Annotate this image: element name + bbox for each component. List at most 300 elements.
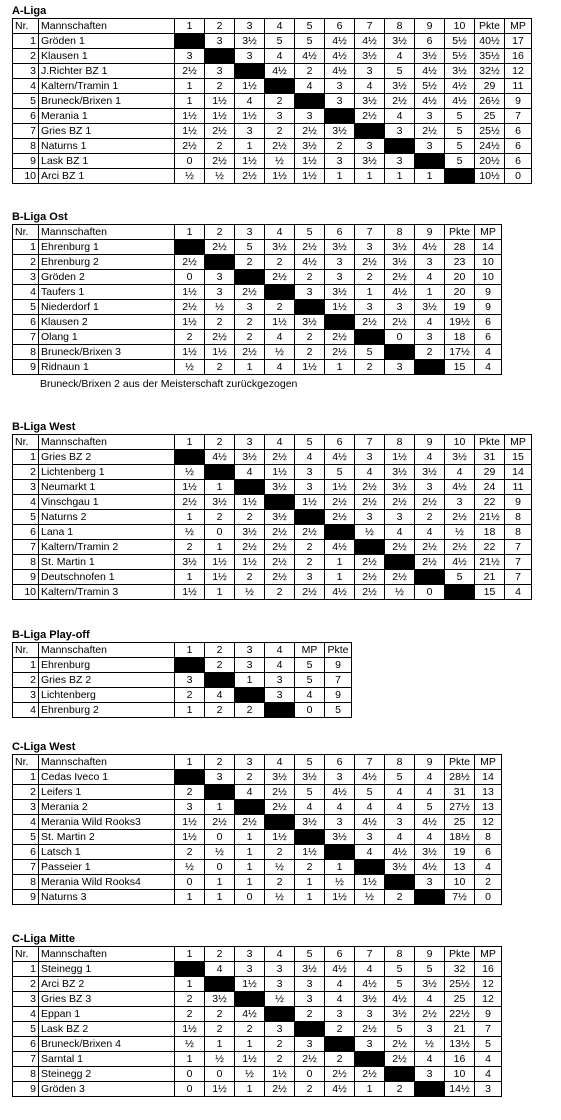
team-name-cell: Taufers 1	[39, 285, 175, 300]
score-cell: 3	[325, 79, 355, 94]
score-cell: 4½	[355, 770, 385, 785]
score-cell: 1	[355, 169, 385, 184]
score-cell: 13	[475, 785, 502, 800]
score-cell: 4	[475, 1067, 502, 1082]
team-name-cell: Gries BZ 2	[39, 673, 175, 688]
rank-cell: 7	[13, 540, 39, 555]
score-cell: 40½	[475, 34, 505, 49]
score-cell: 4	[355, 962, 385, 977]
team-name-cell: Klausen 2	[39, 315, 175, 330]
column-header: 6	[325, 755, 355, 770]
self-match-cell	[265, 703, 295, 718]
score-cell: 4	[265, 330, 295, 345]
team-name-cell: Gröden 3	[39, 1082, 175, 1097]
score-cell: 3½	[415, 49, 445, 64]
score-cell: 3½	[385, 255, 415, 270]
score-cell: 3	[205, 285, 235, 300]
rank-cell: 8	[13, 875, 39, 890]
table-row	[13, 64, 532, 79]
score-cell: 18	[445, 330, 475, 345]
score-cell: 1½	[265, 315, 295, 330]
column-header: 5	[295, 435, 325, 450]
team-name-cell: Gröden 1	[39, 34, 175, 49]
standings-table	[12, 434, 532, 600]
score-cell: 2½	[445, 510, 475, 525]
score-cell: 4½	[325, 49, 355, 64]
league-title: B-Liga West	[12, 421, 76, 433]
self-match-cell	[385, 1067, 415, 1082]
score-cell: 3½	[235, 525, 265, 540]
rank-cell: 5	[13, 830, 39, 845]
score-cell: 2	[175, 540, 205, 555]
score-cell: ½	[175, 169, 205, 184]
score-cell: 1	[175, 890, 205, 905]
score-cell: 2½	[265, 800, 295, 815]
column-header: Nr.	[13, 435, 39, 450]
score-cell: 2½	[205, 330, 235, 345]
team-name-cell: Arci BZ 2	[39, 977, 175, 992]
score-cell: 1½	[295, 169, 325, 184]
league-title: A-Liga	[12, 5, 47, 17]
score-cell: 3½	[325, 240, 355, 255]
score-cell: 3	[355, 1037, 385, 1052]
table-row	[13, 962, 502, 977]
score-cell: 7½	[445, 890, 475, 905]
score-cell: 2½	[355, 315, 385, 330]
self-match-cell	[445, 585, 475, 600]
score-cell: 3½	[385, 465, 415, 480]
score-cell: 1	[385, 169, 415, 184]
score-cell: 20½	[475, 154, 505, 169]
team-name-cell: J.Richter BZ 1	[39, 64, 175, 79]
score-cell: 14	[505, 465, 532, 480]
column-header: 5	[295, 755, 325, 770]
score-cell: 2	[295, 330, 325, 345]
rank-cell: 3	[13, 64, 39, 79]
score-cell: 3	[265, 109, 295, 124]
score-cell: 3½	[415, 845, 445, 860]
score-cell: 1½	[175, 585, 205, 600]
column-header: 1	[175, 947, 205, 962]
score-cell: 1½	[235, 109, 265, 124]
score-cell: 4½	[415, 860, 445, 875]
score-cell: 4½	[265, 64, 295, 79]
column-header: 10	[445, 19, 475, 34]
score-cell: 4	[355, 465, 385, 480]
team-name-cell: Kaltern/Tramin 1	[39, 79, 175, 94]
score-cell: 3½	[295, 962, 325, 977]
rank-cell: 5	[13, 1022, 39, 1037]
table-row	[13, 1022, 502, 1037]
score-cell: 3½	[415, 977, 445, 992]
table-row	[13, 785, 502, 800]
score-cell: 3½	[325, 285, 355, 300]
table-row	[13, 124, 532, 139]
score-cell: 16	[505, 49, 532, 64]
column-header: Mannschaften	[39, 225, 175, 240]
score-cell: 1	[325, 570, 355, 585]
team-name-cell: Merania 2	[39, 800, 175, 815]
score-cell: ½	[265, 345, 295, 360]
league-section	[12, 420, 532, 600]
score-cell: 5½	[445, 34, 475, 49]
self-match-cell	[175, 34, 205, 49]
header-row	[13, 947, 502, 962]
score-cell: 13	[445, 860, 475, 875]
table-row	[13, 255, 502, 270]
team-name-cell: St. Martin 1	[39, 555, 175, 570]
column-header: 4	[265, 643, 295, 658]
score-cell: 2½	[295, 240, 325, 255]
score-cell: 2	[265, 1037, 295, 1052]
column-header: Pkte	[445, 947, 475, 962]
score-cell: 24½	[475, 139, 505, 154]
score-cell: 9	[475, 1007, 502, 1022]
score-cell: 1½	[205, 94, 235, 109]
score-cell: 3	[295, 480, 325, 495]
score-cell: 29	[475, 79, 505, 94]
team-name-cell: Naturns 3	[39, 890, 175, 905]
score-cell: 3½	[175, 555, 205, 570]
score-cell: 2½	[175, 255, 205, 270]
score-cell: 1	[205, 875, 235, 890]
score-cell: 3	[415, 139, 445, 154]
score-cell: 2	[205, 1022, 235, 1037]
score-cell: 2½	[265, 270, 295, 285]
score-cell: 1	[205, 480, 235, 495]
column-header: 2	[205, 435, 235, 450]
rank-cell: 8	[13, 139, 39, 154]
score-cell: 4½	[325, 785, 355, 800]
rank-cell: 3	[13, 992, 39, 1007]
score-cell: 2	[175, 845, 205, 860]
score-cell: 3	[415, 1067, 445, 1082]
column-header: Nr.	[13, 947, 39, 962]
score-cell: 26½	[475, 94, 505, 109]
score-cell: 4	[505, 585, 532, 600]
self-match-cell	[295, 300, 325, 315]
score-cell: 2	[205, 315, 235, 330]
rank-cell: 5	[13, 510, 39, 525]
table-row	[13, 94, 532, 109]
score-cell: 1½	[205, 570, 235, 585]
score-cell: 1	[235, 860, 265, 875]
column-header: Pkte	[445, 225, 475, 240]
column-header: 3	[235, 225, 265, 240]
score-cell: 1	[175, 510, 205, 525]
score-cell: 2	[265, 255, 295, 270]
score-cell: 3	[325, 815, 355, 830]
score-cell: 2½	[265, 570, 295, 585]
self-match-cell	[325, 1037, 355, 1052]
score-cell: 4	[475, 360, 502, 375]
standings-table	[12, 946, 502, 1097]
score-cell: 3½	[235, 34, 265, 49]
table-row	[13, 49, 532, 64]
score-cell: ½	[235, 585, 265, 600]
score-cell: 2	[235, 1022, 265, 1037]
team-name-cell: Bruneck/Brixen 1	[39, 94, 175, 109]
team-name-cell: Ehrenburg 1	[39, 240, 175, 255]
score-cell: 1½	[385, 450, 415, 465]
column-header: MP	[475, 225, 502, 240]
score-cell: 1	[235, 845, 265, 860]
score-cell: 2½	[175, 139, 205, 154]
score-cell: 1½	[175, 124, 205, 139]
score-cell: ½	[445, 525, 475, 540]
score-cell: 3	[265, 977, 295, 992]
column-header: 8	[385, 435, 415, 450]
score-cell: 2	[205, 1007, 235, 1022]
team-name-cell: Deutschnofen 1	[39, 570, 175, 585]
rank-cell: 8	[13, 555, 39, 570]
score-cell: 0	[295, 703, 325, 718]
rank-cell: 6	[13, 1037, 39, 1052]
score-cell: 1½	[295, 154, 325, 169]
score-cell: ½	[205, 300, 235, 315]
score-cell: 3½	[235, 450, 265, 465]
score-cell: 2½	[235, 285, 265, 300]
table-row	[13, 992, 502, 1007]
score-cell: 5	[325, 703, 352, 718]
rank-cell: 2	[13, 49, 39, 64]
column-header: 1	[175, 435, 205, 450]
score-cell: 4	[295, 688, 325, 703]
score-cell: 1½	[175, 1022, 205, 1037]
league-section	[12, 210, 502, 391]
score-cell: ½	[415, 1037, 445, 1052]
score-cell: 3	[295, 977, 325, 992]
score-cell: 15	[505, 450, 532, 465]
team-name-cell: Passeier 1	[39, 860, 175, 875]
score-cell: 3	[265, 1022, 295, 1037]
score-cell: 4½	[325, 962, 355, 977]
column-header: Pkte	[325, 643, 352, 658]
score-cell: 0	[175, 1082, 205, 1097]
score-cell: 5	[295, 34, 325, 49]
score-cell: 7	[505, 555, 532, 570]
score-cell: 2½	[265, 525, 295, 540]
score-cell: ½	[235, 1067, 265, 1082]
team-name-cell: Kaltern/Tramin 3	[39, 585, 175, 600]
team-name-cell: Klausen 1	[39, 49, 175, 64]
score-cell: 23	[445, 255, 475, 270]
team-name-cell: Lana 1	[39, 525, 175, 540]
column-header: 8	[385, 19, 415, 34]
score-cell: 3½	[415, 465, 445, 480]
score-cell: 3	[325, 255, 355, 270]
rank-cell: 8	[13, 345, 39, 360]
team-name-cell: Lichtenberg 1	[39, 465, 175, 480]
table-row	[13, 154, 532, 169]
score-cell: 2	[295, 860, 325, 875]
table-row	[13, 890, 502, 905]
score-cell: 0	[205, 830, 235, 845]
score-cell: 1	[175, 94, 205, 109]
column-header: 7	[355, 947, 385, 962]
score-cell: 2	[235, 255, 265, 270]
team-name-cell: Ehrenburg 2	[39, 703, 175, 718]
score-cell: 3½	[385, 860, 415, 875]
score-cell: 9	[325, 688, 352, 703]
score-cell: 4	[415, 830, 445, 845]
score-cell: 2½	[355, 570, 385, 585]
score-cell: 2	[325, 139, 355, 154]
score-cell: 6	[475, 330, 502, 345]
header-row	[13, 435, 532, 450]
table-row	[13, 800, 502, 815]
team-name-cell: Lichtenberg	[39, 688, 175, 703]
score-cell: 24	[475, 480, 505, 495]
team-name-cell: Niederdorf 1	[39, 300, 175, 315]
score-cell: 28½	[445, 770, 475, 785]
score-cell: 4	[355, 800, 385, 815]
self-match-cell	[235, 270, 265, 285]
score-cell: 5	[445, 570, 475, 585]
score-cell: 3	[355, 300, 385, 315]
header-row	[13, 643, 352, 658]
footnote: Bruneck/Brixen 2 aus der Meisterschaft zurückgezogen	[40, 378, 298, 390]
score-cell: 3	[175, 49, 205, 64]
score-cell: 3	[355, 64, 385, 79]
self-match-cell	[265, 79, 295, 94]
score-cell: 27½	[445, 800, 475, 815]
score-cell: 4	[415, 992, 445, 1007]
header-row	[13, 755, 502, 770]
score-cell: 1	[235, 360, 265, 375]
score-cell: 10	[445, 875, 475, 890]
score-cell: 17½	[445, 345, 475, 360]
rank-cell: 4	[13, 495, 39, 510]
score-cell: 2½	[205, 240, 235, 255]
score-cell: 4	[235, 465, 265, 480]
score-cell: 1½	[235, 1052, 265, 1067]
score-cell: 2½	[355, 555, 385, 570]
score-cell: 3½	[295, 315, 325, 330]
self-match-cell	[235, 480, 265, 495]
score-cell: 4	[265, 49, 295, 64]
table-row	[13, 79, 532, 94]
score-cell: 4½	[415, 64, 445, 79]
column-header: 2	[205, 643, 235, 658]
score-cell: 3	[295, 465, 325, 480]
score-cell: 1	[205, 540, 235, 555]
self-match-cell	[415, 1082, 445, 1097]
score-cell: ½	[265, 154, 295, 169]
score-cell: 4	[295, 450, 325, 465]
score-cell: 4	[235, 94, 265, 109]
score-cell: 2½	[235, 345, 265, 360]
score-cell: 3½	[295, 815, 325, 830]
score-cell: 25	[445, 815, 475, 830]
column-header: MP	[475, 755, 502, 770]
score-cell: 2	[205, 703, 235, 718]
score-cell: 5½	[415, 79, 445, 94]
score-cell: 1½	[235, 977, 265, 992]
self-match-cell	[325, 315, 355, 330]
rank-cell: 3	[13, 800, 39, 815]
score-cell: 3	[265, 962, 295, 977]
score-cell: ½	[265, 860, 295, 875]
table-row	[13, 845, 502, 860]
score-cell: 35½	[475, 49, 505, 64]
rank-cell: 4	[13, 79, 39, 94]
team-name-cell: Gries BZ 3	[39, 992, 175, 1007]
column-header: 7	[355, 19, 385, 34]
score-cell: 1½	[175, 480, 205, 495]
score-cell: 2½	[415, 1007, 445, 1022]
rank-cell: 10	[13, 585, 39, 600]
league-section	[12, 740, 502, 905]
score-cell: 3	[175, 800, 205, 815]
score-cell: 2½	[385, 270, 415, 285]
score-cell: 4½	[325, 64, 355, 79]
score-cell: 10	[475, 255, 502, 270]
score-cell: 3	[295, 285, 325, 300]
score-cell: 4	[385, 830, 415, 845]
score-cell: 2	[265, 300, 295, 315]
score-cell: 2	[475, 875, 502, 890]
team-name-cell: Ehrenburg 2	[39, 255, 175, 270]
score-cell: 8	[505, 525, 532, 540]
score-cell: 8	[475, 830, 502, 845]
score-cell: 2½	[415, 124, 445, 139]
score-cell: 1	[235, 1082, 265, 1097]
score-cell: 1	[415, 285, 445, 300]
column-header: 4	[265, 435, 295, 450]
column-header: 1	[175, 755, 205, 770]
column-header: MP	[505, 435, 532, 450]
table-row	[13, 285, 502, 300]
score-cell: 19½	[445, 315, 475, 330]
self-match-cell	[235, 800, 265, 815]
self-match-cell	[205, 255, 235, 270]
league-section	[12, 932, 502, 1097]
column-header: 4	[265, 947, 295, 962]
score-cell: 3½	[265, 480, 295, 495]
table-row	[13, 860, 502, 875]
score-cell: 2½	[295, 124, 325, 139]
score-cell: 4½	[355, 34, 385, 49]
score-cell: 2½	[355, 1067, 385, 1082]
score-cell: 21½	[475, 510, 505, 525]
score-cell: 12	[475, 815, 502, 830]
score-cell: 2½	[385, 315, 415, 330]
score-cell: 4	[325, 800, 355, 815]
score-cell: 1	[325, 169, 355, 184]
self-match-cell	[325, 845, 355, 860]
score-cell: 18½	[445, 830, 475, 845]
score-cell: 0	[475, 890, 502, 905]
score-cell: 5	[445, 139, 475, 154]
score-cell: 3	[475, 1082, 502, 1097]
score-cell: 3	[205, 64, 235, 79]
self-match-cell	[235, 64, 265, 79]
score-cell: 3	[265, 673, 295, 688]
score-cell: 3	[355, 830, 385, 845]
score-cell: 4½	[325, 585, 355, 600]
score-cell: 2	[235, 510, 265, 525]
score-cell: 1	[295, 875, 325, 890]
self-match-cell	[385, 139, 415, 154]
score-cell: 1½	[265, 169, 295, 184]
score-cell: 2	[205, 79, 235, 94]
score-cell: 1½	[175, 815, 205, 830]
rank-cell: 7	[13, 860, 39, 875]
team-name-cell: Bruneck/Brixen 4	[39, 1037, 175, 1052]
score-cell: 2½	[385, 1052, 415, 1067]
score-cell: 2½	[415, 495, 445, 510]
